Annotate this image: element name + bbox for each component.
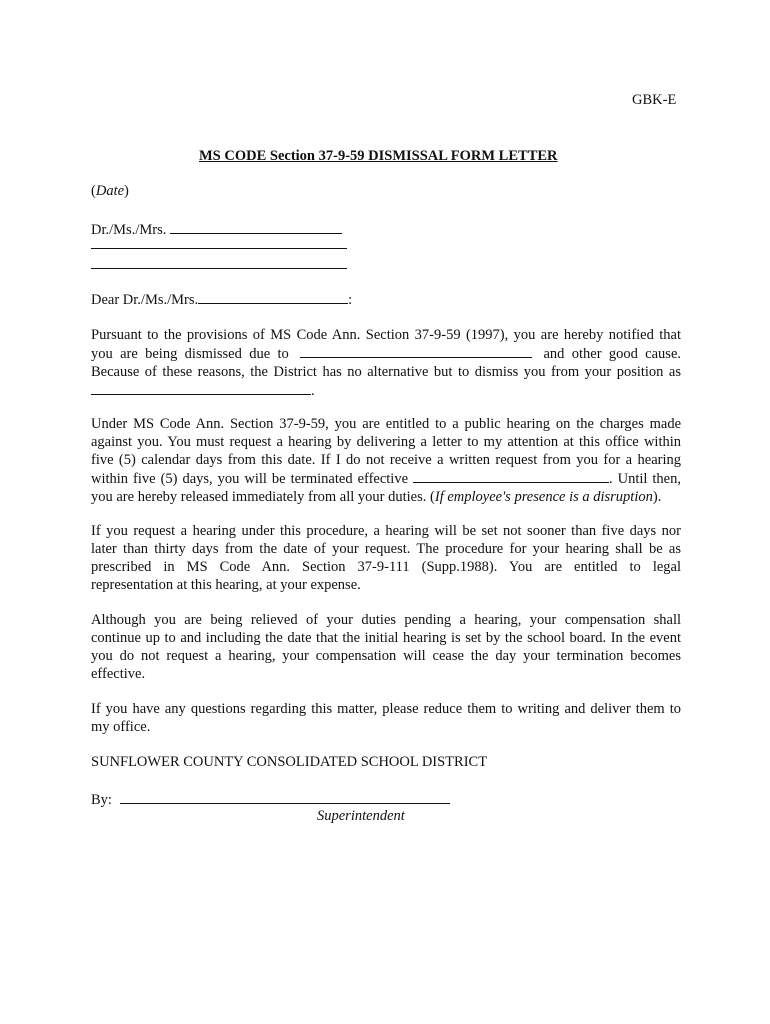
address-line-3-blank[interactable] — [91, 268, 347, 269]
paragraph-questions — [91, 700, 681, 736]
salutation-name-blank[interactable] — [198, 290, 348, 304]
p5-line-2: my office. — [91, 719, 151, 735]
salutation-text: Dear Dr./Ms./Mrs. — [91, 292, 199, 308]
address-label: Dr./Ms./Mrs. — [91, 222, 167, 238]
recipient-name-blank[interactable] — [170, 220, 342, 234]
paragraph-hearing-rights — [91, 415, 681, 506]
p1-line-1: Pursuant to the provisions of MS Code Ann. Section 37-9-59 (1997), you are hereby notified that — [91, 327, 681, 343]
p4-line-3: you do not request a hearing, your compensation will cease the day your termination becomes — [91, 648, 681, 664]
salutation-line: Dear Dr./Ms./Mrs. : — [91, 292, 353, 308]
p4-line-1: Although you are being relieved of your duties pending a hearing, your compensation shall — [91, 612, 681, 628]
p2-line-1: Under MS Code Ann. Section 37-9-59, you are entitled to a public hearing on the charges made — [91, 416, 681, 432]
p5-line-1: If you have any questions regarding this matter, please reduce them to writing and deliver them to — [91, 701, 681, 717]
paragraph-compensation — [91, 611, 681, 683]
p2-line-2: against you. You must request a hearing by delivering a letter to my attention at this office within — [91, 434, 681, 450]
document-code: GBK-E — [632, 92, 677, 108]
dismissal-reason-blank[interactable] — [300, 344, 532, 358]
date-placeholder[interactable]: (Date) — [91, 183, 129, 199]
p2-line-5: you are hereby released immediately from all your duties. (If employee's presence is a disruption). — [91, 489, 662, 505]
p3-line-3: prescribed in MS Code Ann. Section 37-9-111 (Supp.1988). You are entitled to legal — [91, 559, 681, 575]
letter-title: MS CODE Section 37-9-59 DISMISSAL FORM LETTER — [199, 148, 558, 164]
termination-date-blank[interactable] — [413, 469, 609, 483]
p2-line-4: within five (5) days, you will be terminated effective . Until then, — [91, 471, 681, 487]
paragraph-hearing-procedure — [91, 522, 681, 594]
signer-title: Superintendent — [317, 808, 405, 824]
paragraph-notice — [91, 326, 681, 400]
district-name: SUNFLOWER COUNTY CONSOLIDATED SCHOOL DISTRICT — [91, 754, 488, 770]
position-blank[interactable] — [91, 381, 311, 395]
p3-line-4: representation at this hearing, at your expense. — [91, 577, 361, 593]
p4-line-4: effective. — [91, 666, 146, 682]
p3-line-1: If you request a hearing under this procedure, a hearing will be set not sooner than five days nor — [91, 523, 681, 539]
date-label: Date — [95, 183, 125, 199]
disruption-note: If employee's presence is a disruption — [434, 489, 653, 505]
p1-line-4: . — [91, 381, 681, 400]
by-label: By: — [91, 792, 112, 808]
p3-line-2: later than thirty days from the date of your request. The procedure for your hearing shall be as — [91, 541, 681, 557]
address-line-2-blank[interactable] — [91, 248, 347, 249]
signature-blank[interactable] — [120, 790, 450, 804]
p1-line-3: Because of these reasons, the District has no alternative but to dismiss you from your position as — [91, 364, 681, 380]
p4-line-2: continue up to and including the date that the initial hearing is set by the school board. In the event — [91, 630, 681, 646]
p2-line-3: five (5) calendar days from this date. If I do not receive a written request from you for a hearing — [91, 452, 681, 468]
address-line-1[interactable] — [91, 220, 342, 239]
p1-line-2: you are being dismissed due to and other good cause. — [91, 346, 682, 362]
